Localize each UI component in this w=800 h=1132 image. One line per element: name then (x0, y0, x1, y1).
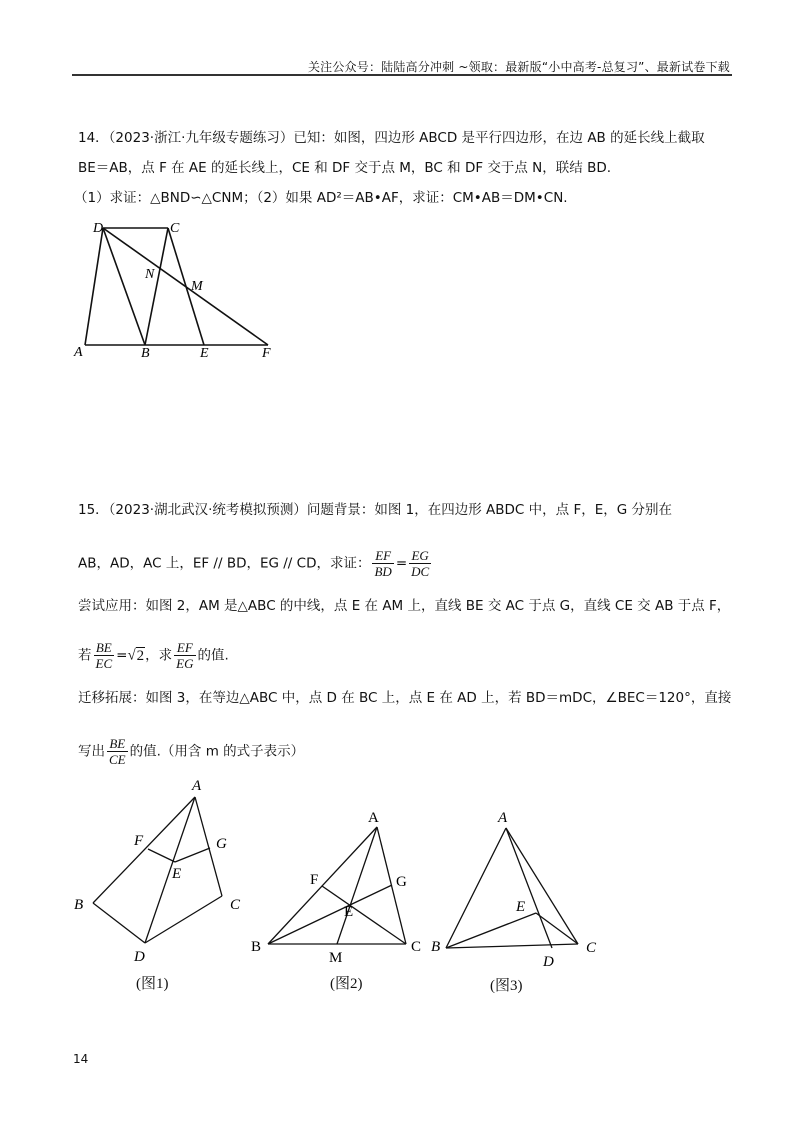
fig1-label-c: C (230, 897, 241, 913)
fig2-label-a: A (368, 810, 379, 826)
fig3-label-b: B (431, 939, 441, 955)
fig2-label-b: B (251, 939, 262, 955)
fig1-label-g: G (216, 836, 227, 852)
q14-label-e: E (200, 346, 209, 361)
q15-line-2: AB，AD，AC 上，EF // BD，EG // CD，求证： $\frac{EF}{BD}$ = $\frac{EG}{DC}$ (78, 548, 430, 579)
sqrt-value: √2 (127, 647, 145, 664)
q14-label-b: B (141, 346, 150, 361)
fig3-label-e: E (516, 899, 526, 915)
fig3-label-d: D (543, 954, 554, 970)
fig1-caption: (图1) (136, 976, 169, 992)
fig3-label-a: A (498, 810, 508, 826)
fig1-label-d: D (134, 949, 145, 965)
q15-line-2-text: AB，AD，AC 上，EF // BD，EG // CD，求证： (78, 555, 371, 572)
fig2-label-g: G (396, 874, 407, 890)
fig2-label-f: F (310, 872, 319, 888)
fig1-label-b: B (74, 897, 84, 913)
q14-line-1: 14．（2023·浙江·九年级专题练习）已知：如图，四边形 ABCD 是平行四边形，在边 AB 的延长线上截取 (78, 130, 705, 146)
fig1-label-e: E (172, 866, 182, 882)
fig2-caption: (图2) (330, 976, 363, 992)
fig2-label-e: E (344, 904, 354, 920)
fig3-caption: (图3) (490, 978, 523, 994)
q14-label-m: M (191, 279, 203, 294)
fig2-label-c: C (411, 939, 422, 955)
fig1-label-f: F (134, 833, 144, 849)
figure-1 (93, 797, 222, 943)
fraction-be-ce: $\frac{BE}{CE}$ (109, 736, 126, 767)
fig2-label-m: M (329, 950, 343, 966)
q14-line-3: （1）求证：△BND∽△CNM；（2）如果 AD²＝AB•AF，求证：CM•AB＝DM•CN. (74, 190, 568, 206)
q15-line-5: 迁移拓展：如图 3，在等边△ABC 中，点 D 在 BC 上，点 E 在 AD 上，若 BD＝mDC，∠BEC＝120°，直接 (78, 690, 732, 706)
q15-line-6: 写出 $\frac{BE}{CE}$ 的值.（用含 m 的式子表示） (78, 736, 305, 767)
fraction-ef-eg: $\frac{EF}{EG}$ (176, 640, 194, 671)
q14-line-2: BE＝AB，点 F 在 AE 的延长线上，CE 和 DF 交于点 M，BC 和 DF 交于点 N，联结 BD. (78, 160, 612, 176)
q15-line-1: 15．（2023·湖北武汉·统考模拟预测）问题背景：如图 1，在四边形 ABDC 中，点 F，E，G 分别在 (78, 502, 672, 518)
fraction-be-ec: $\frac{BE}{EC}$ (95, 640, 113, 671)
fig3-label-c: C (586, 940, 597, 956)
q14-label-c: C (170, 221, 180, 236)
fraction-ef-bd: $\frac{EF}{BD}$ (374, 548, 392, 579)
q15-line-4: 若 $\frac{BE}{EC}$ =√2，求 $\frac{EF}{EG}$ 的值. (78, 640, 229, 671)
q14-label-f: F (262, 346, 271, 361)
q15-line-3: 尝试应用：如图 2，AM 是△ABC 的中线，点 E 在 AM 上，直线 BE 交 AC 于点 G，直线 CE 交 AB 于点 F， (78, 598, 731, 614)
page-header: 关注公众号：陆陆高分冲刺 ~领取：最新版“小中高考-总复习”、最新试卷下载 (307, 60, 730, 74)
page-number: 14 (73, 1052, 89, 1066)
fig1-label-a: A (192, 778, 202, 794)
q14-label-n: N (145, 267, 155, 282)
figure-2 (268, 827, 406, 944)
q14-label-a: A (74, 345, 83, 360)
figure-3 (446, 828, 578, 948)
fraction-eg-dc: $\frac{EG}{DC}$ (411, 548, 430, 579)
q14-label-d: D (93, 221, 104, 236)
